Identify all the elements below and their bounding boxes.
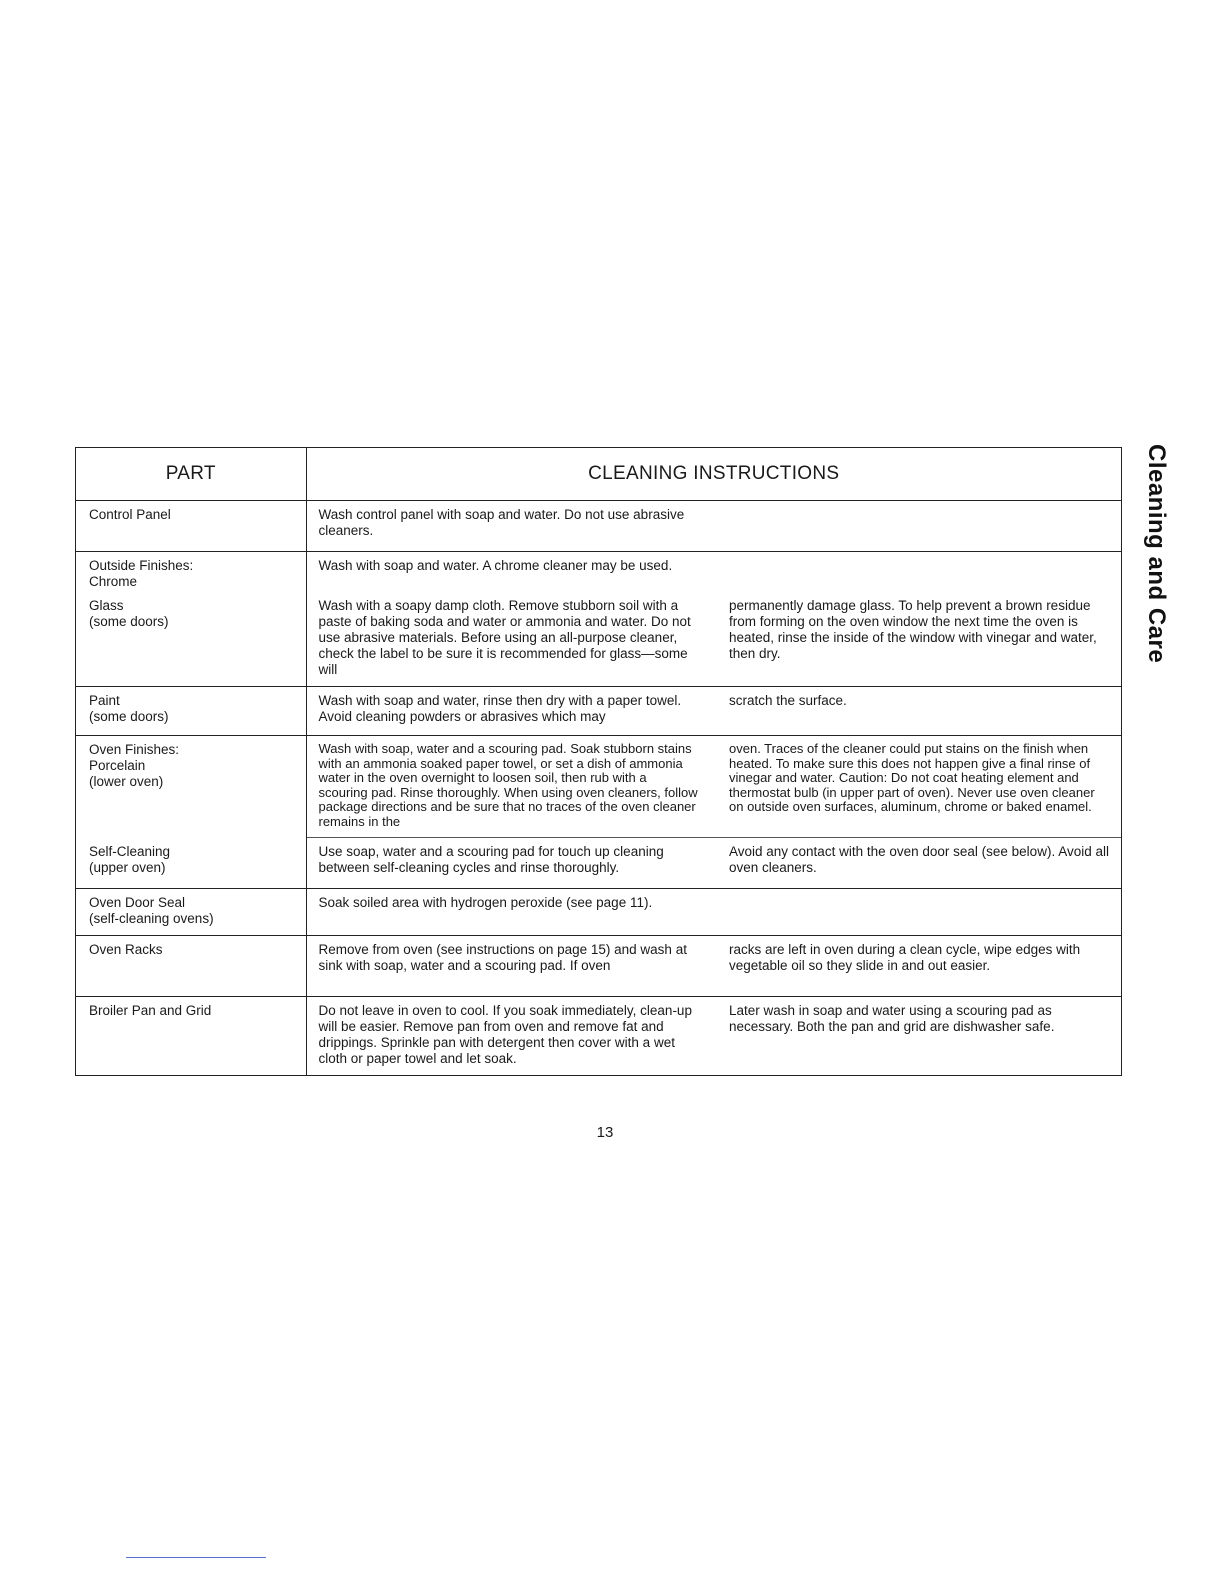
part-name: Broiler Pan and Grid (89, 1002, 212, 1018)
table-row (76, 687, 1121, 736)
instruction-left: Wash with soap, water and a scouring pad. Soak stubborn stains with an ammonia soaked paper towel, or set a dish of ammonia water in the oven overnight to loosen soil, then rub with a scouring pad. Rinse thoroughly. When using oven cleaners, follow package directions and be sure that no traces of the oven cleaner remains in the (306, 736, 713, 838)
part-subname: (some doors) (89, 614, 169, 629)
instruction-left: Do not leave in oven to cool. If you soak immediately, clean-up will be easier. Remove pan from oven and remove fat and drippings. Sprinkle pan with detergent then cover with a wet cloth or paper towel and let soak. (306, 996, 713, 1075)
part-cell (76, 838, 306, 889)
part-name: Glass (89, 598, 124, 613)
part-name: Self-Cleaning (89, 843, 171, 859)
instruction-left: Wash control panel with soap and water. Do not use abrasive cleaners. (318, 507, 685, 538)
part-cell (76, 888, 306, 935)
part-subname: (upper oven) (89, 859, 166, 875)
table-row (76, 552, 1121, 599)
section-side-label: Cleaning and Care (1143, 444, 1170, 664)
part-name: Outside Finishes: (89, 558, 194, 573)
part-cell (76, 996, 306, 1075)
part-name: Oven Door Seal (89, 894, 186, 910)
part-name: Paint (89, 693, 120, 708)
header-part: PART (76, 448, 306, 501)
instruction-right (713, 888, 1121, 935)
instruction-right: scratch the surface. (713, 687, 1121, 736)
part-cell (76, 598, 306, 687)
instruction-left: Use soap, water and a scouring pad for touch up cleaning between self-cleaning cycles and rinse thoroughly. (306, 838, 713, 889)
footer-divider (126, 1557, 266, 1558)
instruction-right: racks are left in oven during a clean cycle, wipe edges with vegetable oil so they slide in and out easier. (713, 935, 1121, 996)
part-subname: Chrome (89, 574, 138, 589)
part-cell (76, 687, 306, 736)
table-row (76, 838, 1121, 889)
instruction-left: Wash with soap and water. A chrome cleaner may be used. (306, 552, 713, 599)
table-row (76, 501, 1121, 552)
part-name: Oven Finishes: (89, 742, 180, 757)
table-row (76, 598, 1121, 687)
part-cell (76, 736, 306, 838)
instruction-right: permanently damage glass. To help prevent a brown residue from forming on the oven window the next time the oven is heated, rinse the inside of the window with vinegar and water, then dry. (729, 598, 1097, 661)
page-number: 13 (596, 1124, 614, 1141)
part-subname: (some doors) (89, 709, 169, 724)
part-subname: (lower oven) (89, 774, 164, 789)
part-cell (76, 501, 306, 552)
instruction-left: Remove from oven (see instructions on page 15) and wash at sink with soap, water and a scouring pad. If oven (306, 935, 713, 996)
instruction-right (713, 501, 1121, 552)
part-subname: Porcelain (89, 758, 146, 773)
header-cleaning-instructions: CLEANING INSTRUCTIONS (306, 448, 1121, 501)
table-row (76, 996, 1121, 1075)
instruction-right: Avoid any contact with the oven door seal (see below). Avoid all oven cleaners. (713, 838, 1121, 889)
instruction-left: Wash with a soapy damp cloth. Remove stubborn soil with a paste of baking soda and water or ammonia and water. Do not use abrasive materials. Before using an all-purpose cleaner, check the label to be sure it is recommended for glass—some will (318, 598, 691, 677)
part-subname: (self-cleaning ovens) (89, 910, 214, 926)
part-name: Control Panel (89, 507, 171, 522)
cleaning-table (75, 447, 1122, 1076)
part-cell (76, 552, 306, 599)
instruction-right (713, 552, 1121, 599)
part-cell (76, 935, 306, 996)
table-row (76, 935, 1121, 996)
instruction-right: oven. Traces of the cleaner could put stains on the finish when heated. To make sure this does not happen give a final rinse of vinegar and water. Caution: Do not coat heating element and thermostat bulb (in upper part of oven). Never use oven cleaner on outside oven surfaces, aluminum, chrome or baked enamel. (713, 736, 1121, 838)
instruction-left: Soak soiled area with hydrogen peroxide (see page 11). (306, 888, 713, 935)
table-row (76, 736, 1121, 838)
part-name: Oven Racks (89, 941, 163, 957)
instruction-left: Wash with soap and water, rinse then dry with a paper towel. Avoid cleaning powders or abrasives which may (306, 687, 713, 736)
table-row (76, 888, 1121, 935)
instruction-right: Later wash in soap and water using a scouring pad as necessary. Both the pan and grid are dishwasher safe. (713, 996, 1121, 1075)
